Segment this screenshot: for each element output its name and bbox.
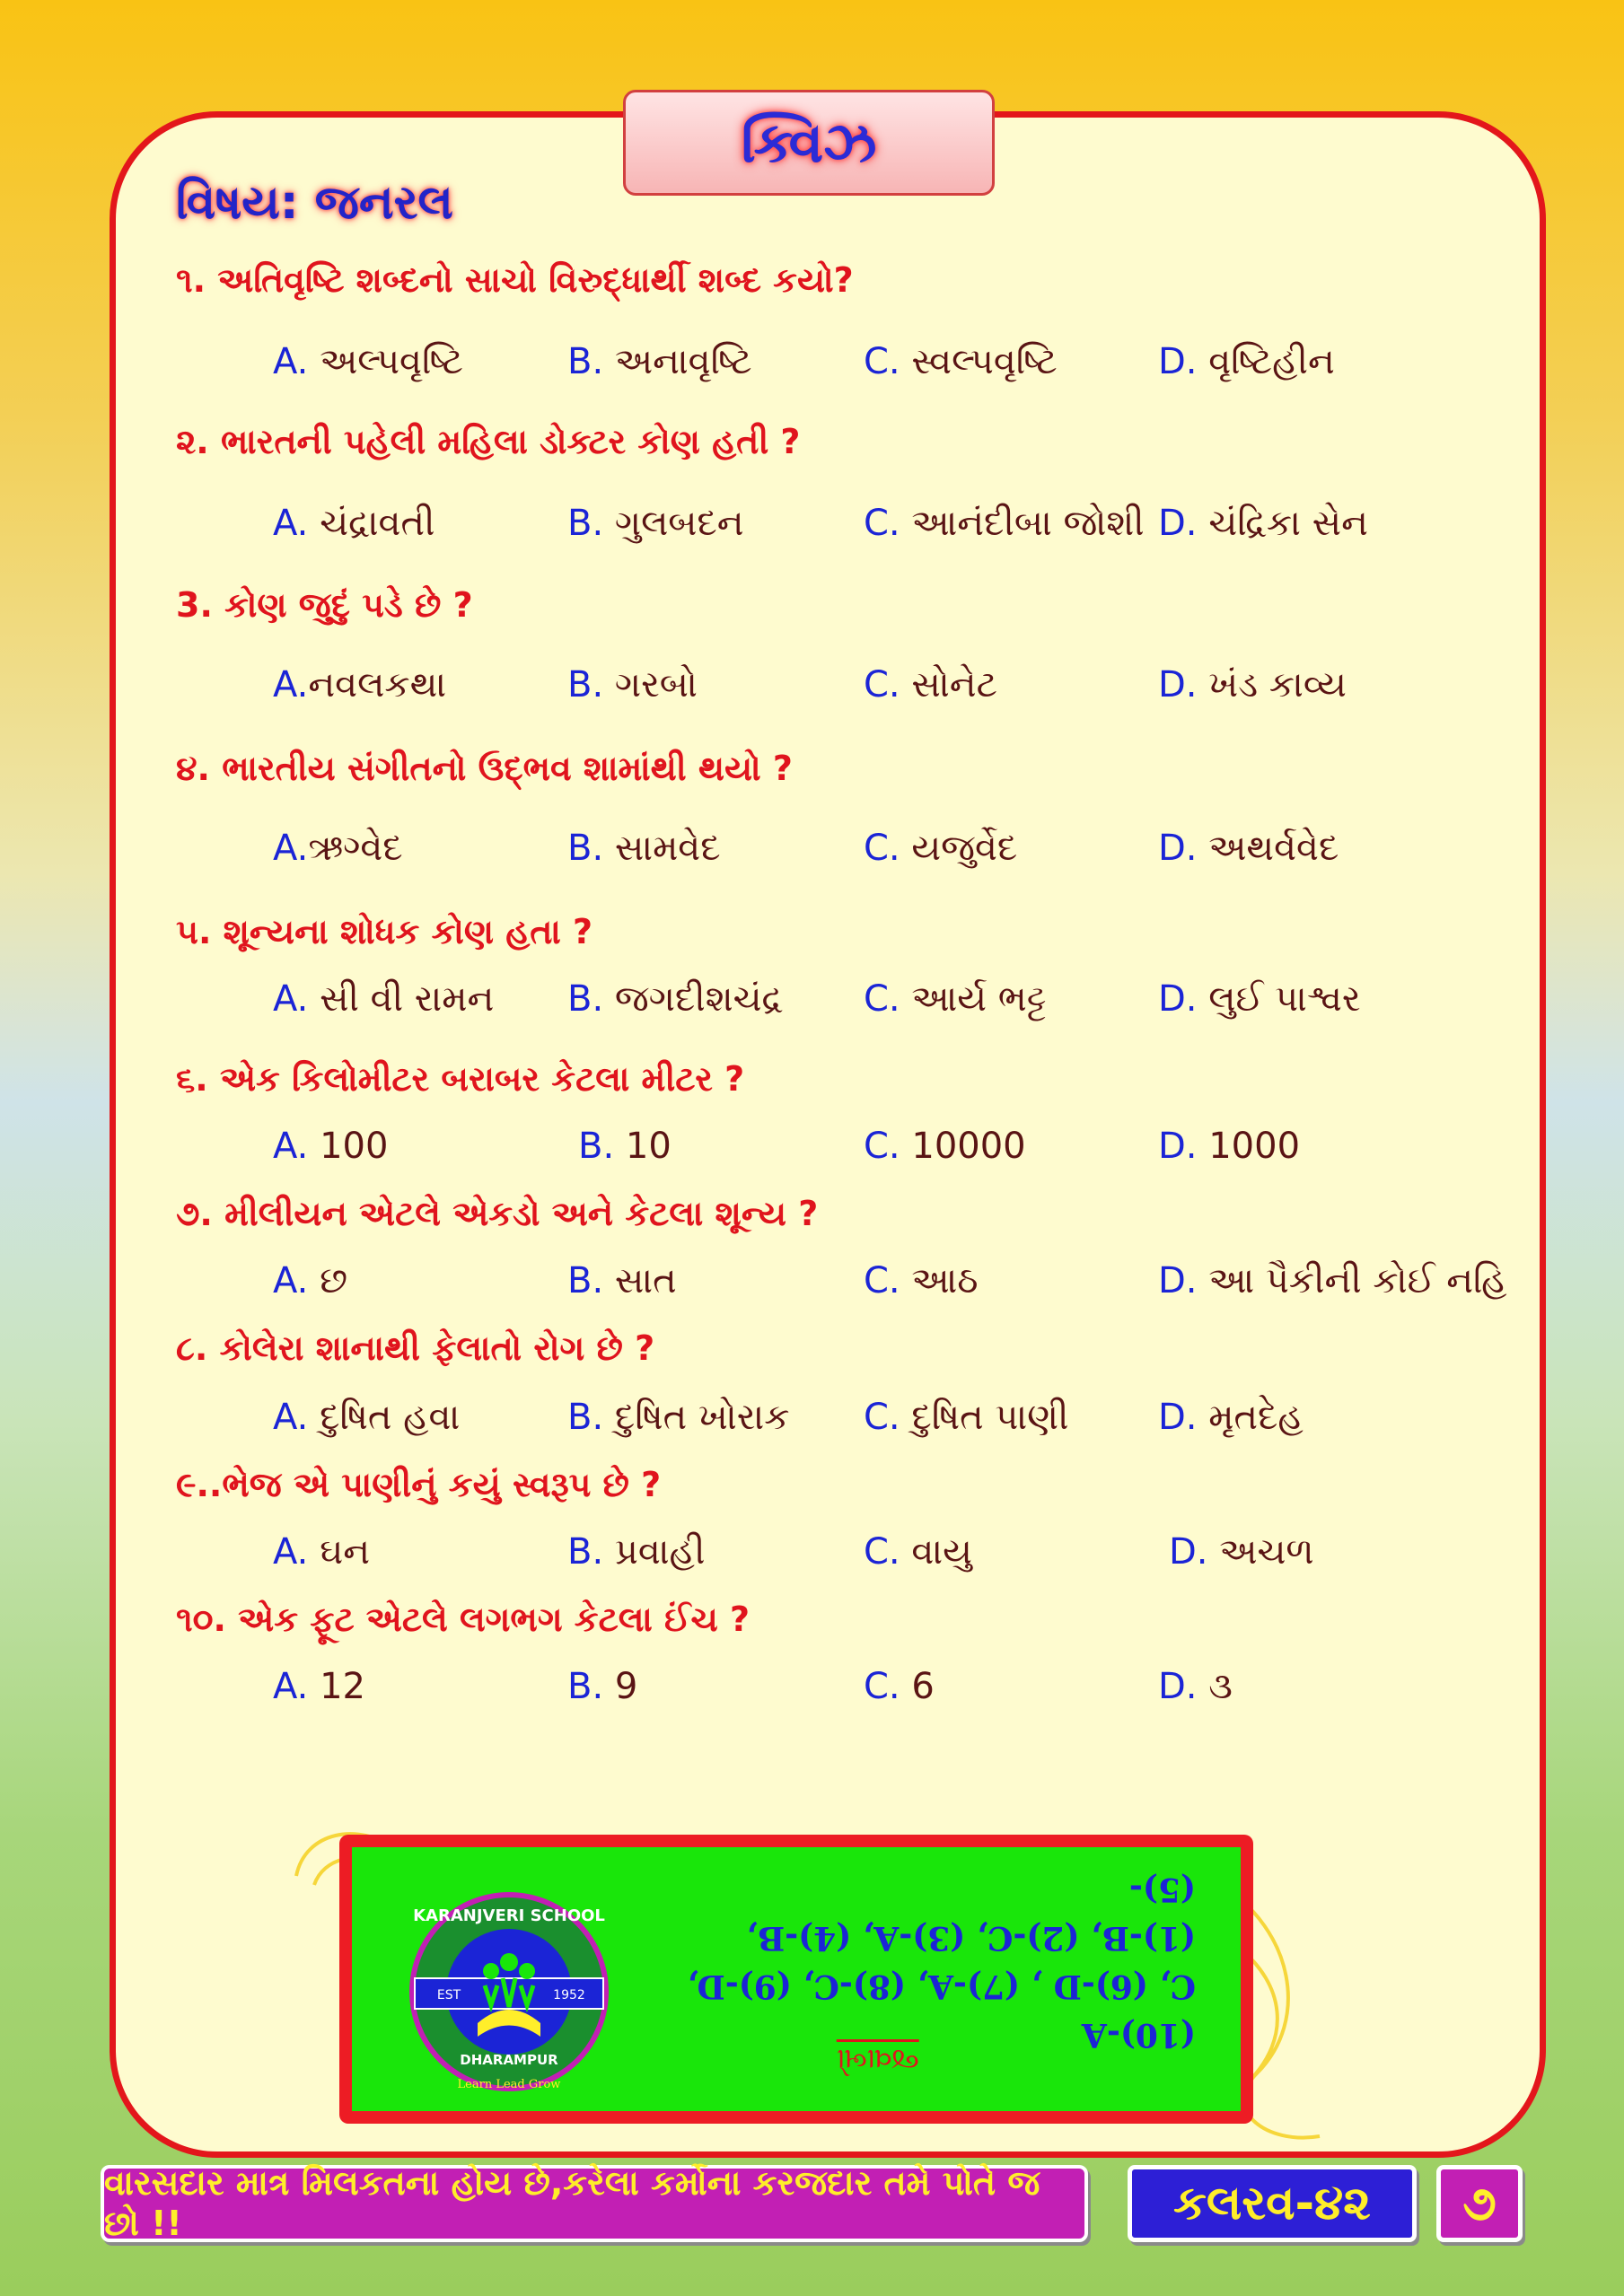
option-2b: B. ગુલબદન: [567, 503, 744, 544]
answer-line-2: C, (6)-D , (7)-A, (8)-C, (9)-D,: [687, 1967, 1196, 2005]
answer-line-1: (1)-B, (2)-C, (3)-A, (4)-B, (5)-: [746, 1871, 1196, 1957]
subject-heading: વિષય: જનરલ: [176, 176, 453, 230]
answer-key-text: [675, 1865, 1196, 2059]
question-5: ૫. શૂન્યના શોધક કોણ હતા ?: [176, 912, 593, 951]
magazine-name: કલરવ-૪૨: [1128, 2165, 1417, 2242]
option-7a: A. છ: [273, 1260, 348, 1301]
option-6b: B. 10: [578, 1126, 672, 1167]
answer-title: જવાબો: [837, 2039, 919, 2077]
question-6: ૬. એક કિલોમીટર બરાબર કેટલા મીટર ?: [176, 1059, 745, 1099]
logo-year: 1952: [553, 1988, 585, 2002]
option-6c: C. 10000: [864, 1126, 1026, 1167]
question-2: ૨. ભારતની પહેલી મહિલા ડોક્ટર કોણ હતી ?: [176, 422, 801, 461]
option-10a: A. 12: [273, 1666, 365, 1707]
option-10d: D. ૩: [1158, 1666, 1233, 1707]
option-1b: B. અનાવૃષ્ટિ: [567, 341, 752, 382]
quiz-title: ક્વિઝ: [623, 90, 995, 196]
option-4a: A.ઋગ્વેદ: [273, 828, 403, 869]
option-4b: B. સામવેદ: [567, 828, 721, 869]
option-5a: A. સી વી રામન: [273, 978, 495, 1020]
school-logo: [406, 1889, 612, 2095]
option-1a: A. અલ્પવૃષ્ટિ: [273, 341, 463, 382]
question-7: ૭. મીલીયન એટલે એકડો અને કેટલા શૂન્ય ?: [176, 1194, 819, 1233]
answer-panel: [352, 1847, 1241, 2111]
option-8a: A. દુષિત હવા: [273, 1397, 461, 1438]
logo-top-text: KARANJVERI SCHOOL: [413, 1906, 605, 1925]
option-6a: A. 100: [273, 1126, 389, 1167]
option-10b: B. 9: [567, 1666, 638, 1707]
option-3b: B. ગરબો: [567, 664, 698, 705]
option-3c: C. સોનેટ: [864, 664, 997, 705]
question-10: ૧૦. એક ફૂટ એટલે લગભગ કેટલા ઈંચ ?: [176, 1599, 751, 1639]
option-2d: D. ચંદ્રિકા સેન: [1158, 503, 1368, 544]
option-9a: A. ઘન: [273, 1531, 371, 1573]
option-10c: C. 6: [864, 1666, 935, 1707]
answer-line-3: (10)-A: [1081, 2016, 1196, 2054]
option-1d: D. વૃષ્ટિહીન: [1158, 341, 1335, 382]
page-number: ૭: [1436, 2165, 1523, 2242]
option-8c: C. દુષિત પાણી: [864, 1397, 1069, 1438]
logo-est: EST: [436, 1988, 461, 2002]
question-8: ૮. કોલેરા શાનાથી ફેલાતો રોગ છે ?: [176, 1328, 655, 1368]
option-5d: D. લુઈ પાશ્વર: [1158, 978, 1361, 1020]
option-9c: C. વાયુ: [864, 1531, 972, 1573]
option-5b: B. જગદીશચંદ્ર: [567, 978, 784, 1020]
question-9: ૯..ભેજ એ પાણીનું કયું સ્વરૂપ છે ?: [176, 1465, 662, 1504]
footer-quote: વારસદાર માત્ર મિલકતના હોય છે,કરેલા કર્મોના કરજદાર તમે પોતે જ છો !!: [101, 2165, 1088, 2242]
option-4d: D. અથર્વવેદ: [1158, 828, 1339, 869]
option-2a: A. ચંદ્રાવતી: [273, 503, 435, 544]
logo-motto: Learn Lead Grow: [457, 2078, 561, 2091]
option-8b: B. દુષિત ખોરાક: [567, 1397, 790, 1438]
option-3a: A.નવલકથા: [273, 664, 447, 705]
option-1c: C. સ્વલ્પવૃષ્ટિ: [864, 341, 1058, 382]
option-7c: C. આઠ: [864, 1260, 979, 1301]
option-8d: D. મૃતદેહ: [1158, 1397, 1304, 1438]
option-7d: D. આ પૈકીની કોઈ નહિ: [1158, 1260, 1507, 1301]
logo-bottom-text: DHARAMPUR: [460, 2052, 558, 2068]
question-1: ૧. અતિવૃષ્ટિ શબ્દનો સાચો વિરુદ્ધાર્થી શબ્દ કયો?: [176, 260, 854, 300]
question-4: ૪. ભારતીય સંગીતનો ઉદ્ભવ શામાંથી થયો ?: [176, 749, 793, 788]
question-3: 3. કોણ જુદું પડે છે ?: [176, 585, 473, 625]
option-5c: C. આર્ય ભટ્ટ: [864, 978, 1047, 1020]
option-9b: B. પ્રવાહી: [567, 1531, 706, 1573]
option-2c: C. આનંદીબા જોશી: [864, 503, 1145, 544]
option-9d: D. અચળ: [1169, 1531, 1314, 1573]
option-6d: D. 1000: [1158, 1126, 1301, 1167]
answer-box: [339, 1835, 1253, 2124]
option-4c: C. યજુર્વેદ: [864, 828, 1018, 869]
option-7b: B. સાત: [567, 1260, 677, 1301]
option-3d: D. ખંડ કાવ્ય: [1158, 664, 1347, 705]
